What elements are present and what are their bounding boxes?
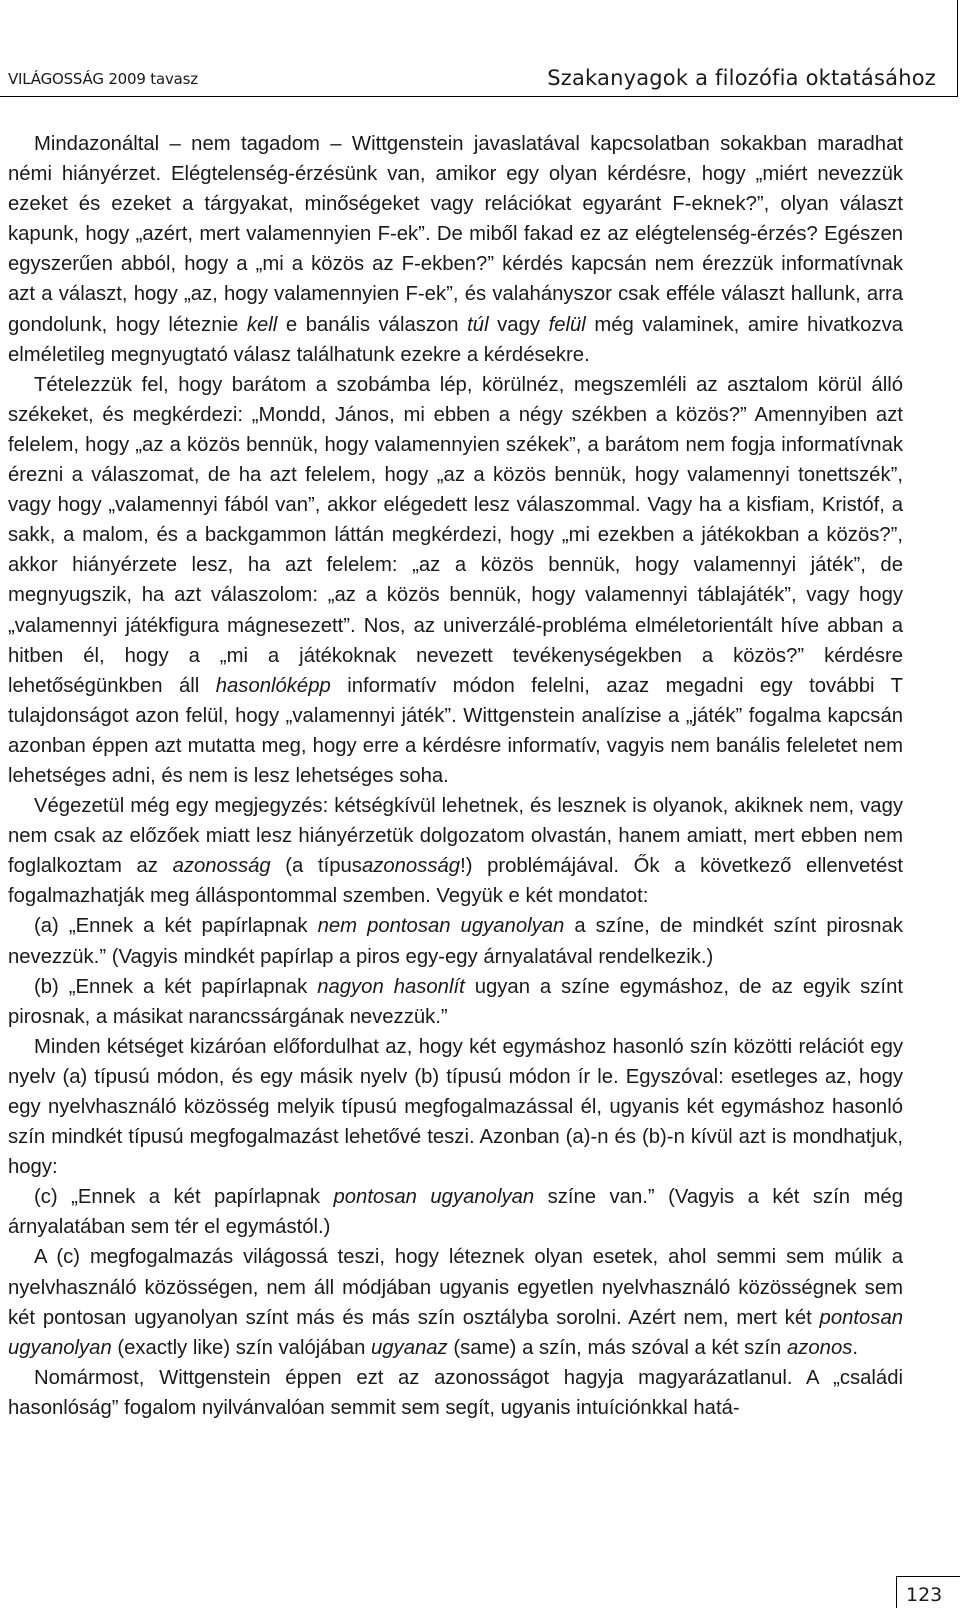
paragraph (8, 129, 903, 370)
italic-run: azonosság (172, 855, 271, 878)
page-number: 123 (906, 1584, 943, 1606)
section-header: Szakanyagok a filozófia oktatásához (547, 66, 936, 90)
paragraph (8, 1242, 903, 1362)
text-run: Végezetül még egy megjegyzés: kétségkívül lehetnek, és lesznek is olyanok, akiknek nem, vagy nem csak az előzőek miatt lesz hiányérzetük dolgozatom olvastán, hanem amiatt, mert ebben nem foglalkoztam az (8, 795, 903, 878)
text-run: a színe, de mindkét színt pirosnak nevezzük.” (Vagyis mindkét papírlap a piros egy-egy árnyalatával rendelkezik.) (8, 915, 903, 968)
paragraph (8, 791, 903, 911)
italic-run: nem pontosan ugyanolyan (317, 915, 565, 938)
article-body (8, 129, 903, 1423)
text-run: Tételezzük fel, hogy barátom a szobámba lép, körülnéz, megszemléli az asztalom körül álló székeket, és megkérdezi: „Mondd, János, mi ebben a négy székben a közös?” Amennyiben azt felelem, hogy „az a közös bennük, hogy valamennyien székek”, a barátom nem fogja informatívnak érezni a válaszomat, de ha azt felelem, hogy „az a közös bennük, hogy valamennyi tonettszék”, vagy hogy „valamennyi fából van”, akkor elégedett lesz válaszommal. Vagy ha a kisfiam, Kristóf, a sakk, a malom, és a backgammon láttán megkérdezi, hogy „mi ezekben a játékokban a közös?”, akkor hiányérzete lesz, ha azt felelem: „az a közös bennük, hogy valamennyi játék”, de megnyugszik, ha azt válaszolom: „az a közös bennük, hogy valamennyi táblajáték”, vagy hogy „valamennyi játékfigura mágnesezett”. Nos, az univerzálé-probléma elméletorientált híve abban a hitben él, hogy a „mi a játékoknak nevezett tevékenységekben a közös?” kérdésre lehetőségünkben áll (8, 373, 903, 697)
text-run: e banális válaszon (277, 313, 468, 336)
text-run: színe van.” (Vagyis a két szín még árnyalatában sem tér el egymástól.) (8, 1186, 903, 1239)
paragraph (8, 1363, 903, 1423)
folio-rule (896, 1576, 897, 1608)
text-run: (same) a szín, más szóval a két szín (447, 1336, 787, 1359)
italic-run: felül (548, 313, 586, 336)
header-rule (0, 96, 957, 97)
journal-header: VILÁGOSSÁG 2009 tavasz (8, 70, 198, 88)
italic-run: pontosan ugyanolyan (8, 1306, 903, 1359)
italic-run: hasonlóképp (215, 674, 331, 697)
text-run: informatív módon felelni, azaz megadni egy további T tulajdonságot azon felül, hogy „valamennyi játék”. Wittgenstein analízise a „játék” fogalma kapcsán azonban éppen azt mutatta meg, hogy erre a kérdésre informatív, vagyis nem banális feleletet nem lehetséges adni, és nem is lesz lehetséges soha. (8, 674, 904, 787)
example-b (8, 972, 903, 1032)
italic-run: kell (246, 313, 278, 336)
italic-run: ugyanaz (371, 1336, 448, 1359)
paragraph (8, 1032, 903, 1182)
italic-run: azonosság (361, 855, 461, 878)
text-run: Nomármost, Wittgenstein éppen ezt az azonosságot hagyja magyarázatlanul. A „családi hasonlóság” fogalom nyilvánvalóan semmit sem segít, ugyanis intuíciónkkal hatá- (8, 1366, 903, 1419)
paragraph (8, 370, 903, 791)
italic-run: nagyon hasonlít (317, 975, 465, 998)
italic-run: túl (467, 313, 489, 336)
text-run: (a) „Ennek a két papírlapnak (34, 915, 318, 938)
example-c (8, 1182, 903, 1242)
italic-run: pontosan ugyanolyan (333, 1186, 535, 1209)
header-corner-rule (957, 0, 958, 97)
text-run: A (c) megfogalmazás világossá teszi, hogy léteznek olyan esetek, ahol semmi sem múlik a nyelvhasználó közösségen, nem áll módjában ugyanis egyetlen nyelvhasználó közösségnek sem két pontosan ugyanolyan színt más és más szín osztályba sorolni. Azért nem, mert két (8, 1246, 903, 1329)
text-run: ugyan a színe egymáshoz, de az egyik színt pirosnak, a másikat narancssárgának nevezzük.” (8, 975, 903, 1028)
text-run: még valaminek, amire hivatkozva elméletileg megnyugtató válasz találhatunk ezekre a kérdésekre. (8, 313, 903, 366)
text-run: (b) „Ennek a két papírlapnak (34, 975, 318, 998)
text-run: Minden kétséget kizáróan előfordulhat az, hogy két egymáshoz hasonló szín közötti relációt egy nyelv (a) típusú módon, és egy másik nyelv (b) típusú módon ír le. Egyszóval: esetleges az, hogy egy nyelvhasználó közösség melyik típusú megfogalmazással él, ugyanis két egymáshoz hasonló szín mindkét típusú megfogalmazást lehetővé teszi. Azonban (a)-n és (b)-n kívül azt is mondhatjuk, hogy: (8, 1035, 903, 1179)
text-run: . (852, 1336, 859, 1359)
text-run: (c) „Ennek a két papírlapnak (34, 1186, 334, 1209)
text-run: (a típus (270, 855, 362, 878)
text-run: !) problémájával. Ők a következő ellenvetést fogalmazhatják meg álláspontommal szemben. Vegyük e két mondatot: (8, 855, 904, 908)
example-a (8, 911, 903, 971)
text-run: Mindazonáltal – nem tagadom – Wittgenstein javaslatával kapcsolatban sokakban maradhat némi hiányérzet. Elégtelenség-érzésünk van, amikor egy olyan kérdésre, hogy „miért nevezzük ezeket és ezeket a tárgyakat, minőségeket vagy relációkat egyaránt F-eknek?”, olyan választ kapunk, hogy „azért, mert valamennyien F-ek”. De miből fakad ez az elégtelenség-érzés? Egészen egyszerűen abból, hogy a „mi a közös az F-ekben?” kérdés kapcsán nem érezzük informatívnak azt a választ, hogy „az, hogy valamennyien F-ek”, és valahányszor csak efféle választ hallunk, arra gondolunk, hogy léteznie (8, 133, 903, 336)
text-run: (exactly like) szín valójában (111, 1336, 372, 1359)
folio-rule-top (896, 1576, 960, 1577)
italic-run: azonos (786, 1336, 853, 1359)
text-run: vagy (488, 313, 549, 336)
